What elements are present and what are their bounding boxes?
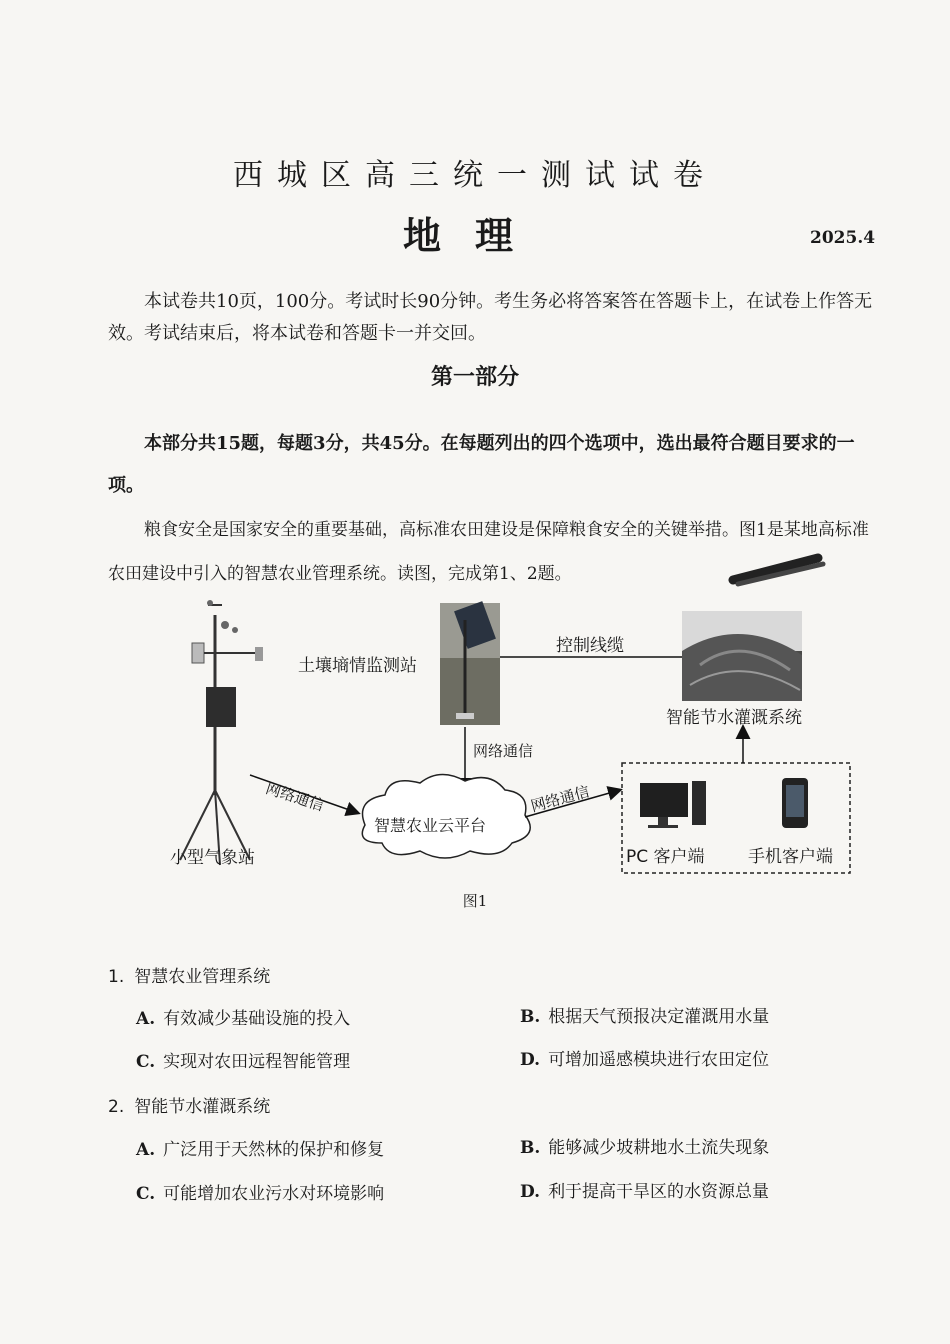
part-title: 第一部分 <box>430 365 519 390</box>
network-label-soil: 网络通信 <box>473 742 534 760</box>
weather-station-label: 小型气象站 <box>170 848 255 868</box>
pc-icon <box>640 781 706 828</box>
question-number: 2. <box>108 1097 125 1117</box>
part-description: 本部分共15题，每题3分，共45分。在每题列出的四个选项中，选出最符合题目要求的一项。 <box>108 433 855 496</box>
figure-caption: 图1 <box>462 892 488 910</box>
exam-title: 西城区高三统一测试试卷 <box>233 158 717 193</box>
mobile-client-label: 手机客户端 <box>748 847 833 867</box>
q1-option-d[interactable]: D. 可增加遥感模块进行农田定位 <box>520 1050 770 1070</box>
weather-station-icon <box>180 600 263 865</box>
q2-option-c[interactable]: C. 可能增加农业污水对环境影响 <box>136 1184 385 1204</box>
q2-option-b[interactable]: B. 能够减少坡耕地水土流失现象 <box>520 1138 770 1158</box>
irrigation-photo <box>682 611 802 701</box>
exam-instructions: 本试卷共10页，100分。考试时长90分钟。考生务必将答案答在答题卡上，在试卷上作答无效。考试结束后，将本试卷和答题卡一并交回。 <box>108 291 873 344</box>
question-text: 智能节水灌溉系统 <box>134 1097 271 1117</box>
q1-option-b[interactable]: B. 根据天气预报决定灌溉用水量 <box>520 1007 770 1027</box>
irrigation-system-label: 智能节水灌溉系统 <box>666 708 802 728</box>
q2-option-a[interactable]: A. 广泛用于天然林的保护和修复 <box>136 1140 385 1160</box>
network-label-weather: 网络通信 <box>263 779 327 815</box>
cloud-platform-label: 智慧农业云平台 <box>374 816 487 835</box>
soil-station-label: 土壤墒情监测站 <box>298 656 417 676</box>
question-stem: 粮食安全是国家安全的重要基础，高标准农田建设是保障粮食安全的关键举措。图1是某地高标准农田建设中引入的智慧农业管理系统。读图，完成第1、2题。 <box>108 520 869 584</box>
question-1 <box>108 962 270 987</box>
q2-option-d[interactable]: D. 利于提高干旱区的水资源总量 <box>520 1182 770 1202</box>
question-text: 智慧农业管理系统 <box>134 967 271 987</box>
control-cable-label: 控制线缆 <box>556 636 624 656</box>
question-number: 1. <box>108 967 125 987</box>
cable-image <box>728 548 828 588</box>
soil-station-photo <box>440 601 500 725</box>
q1-option-a[interactable]: A. 有效减少基础设施的投入 <box>136 1009 351 1029</box>
exam-date: 2025.4 <box>810 228 876 248</box>
subject-title: 地理 <box>402 214 547 258</box>
network-label-clients: 网络通信 <box>528 782 592 816</box>
mobile-icon <box>782 778 808 828</box>
q1-option-c[interactable]: C. 实现对农田远程智能管理 <box>136 1052 351 1072</box>
pc-client-label: PC 客户端 <box>626 847 705 867</box>
question-2 <box>108 1092 270 1117</box>
